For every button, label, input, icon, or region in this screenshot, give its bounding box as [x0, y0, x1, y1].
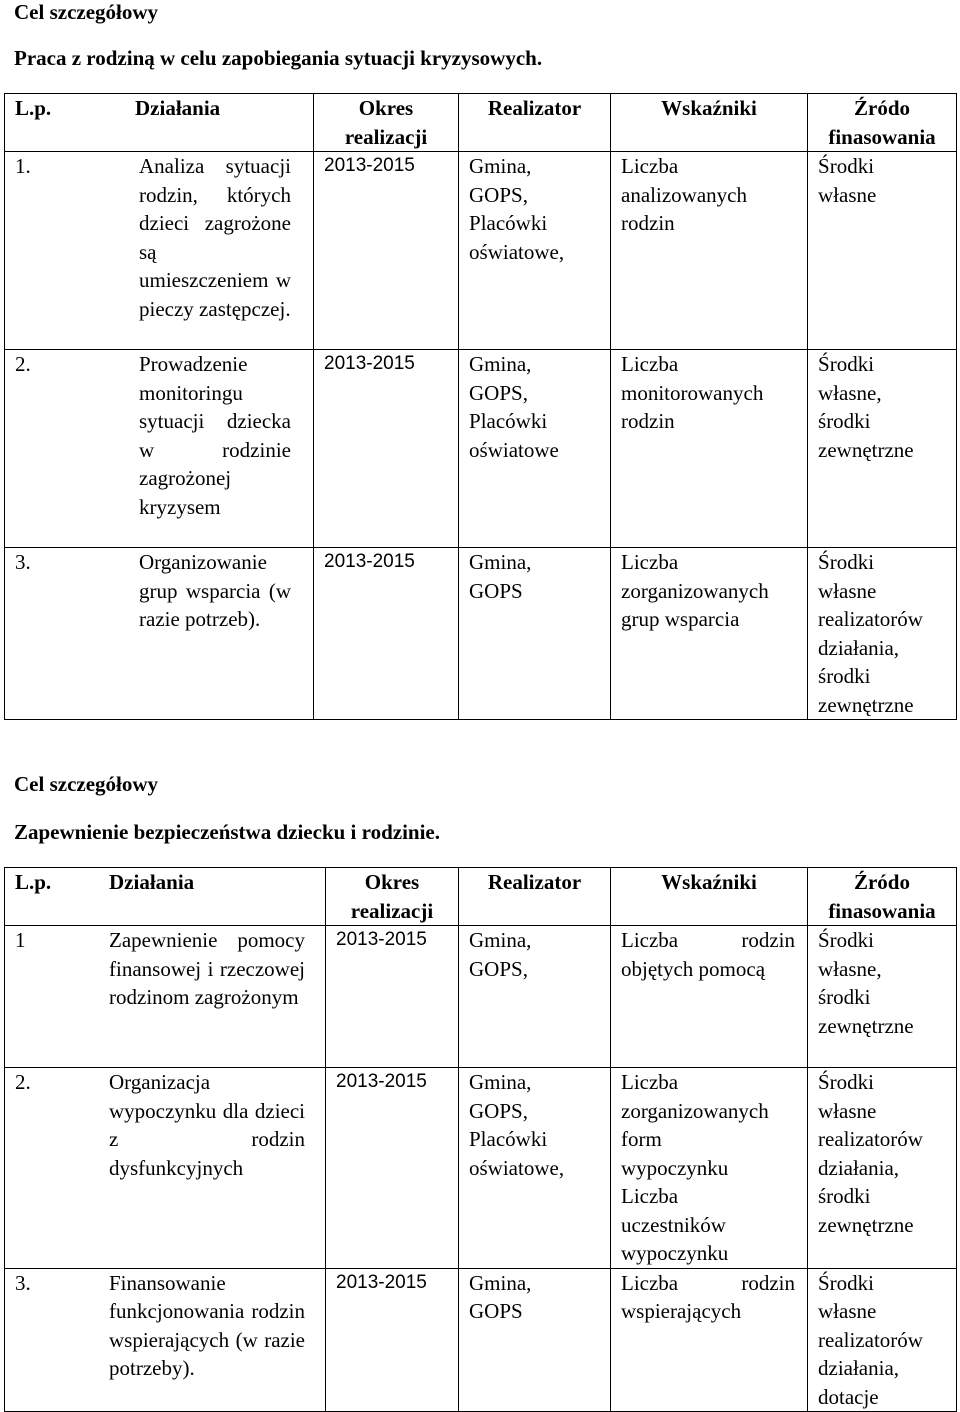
section1-heading: Cel szczegółowy: [14, 0, 159, 24]
action-text: Analiza sytuacji rodzin, których dzieci zagrożone są umieszczeniem w pieczy zastępczej.: [139, 154, 291, 321]
row-number: 2.: [15, 352, 31, 376]
header-realizer: Realizator: [459, 868, 611, 926]
header-lp: L.p.: [15, 96, 52, 120]
row-number: 1.: [15, 154, 31, 178]
section1-subheading: Praca z rodziną w celu zapobiegania sytuacji kryzysowych.: [14, 46, 543, 70]
header-period: Okres realizacji: [314, 94, 459, 152]
row-number: 3.: [15, 550, 31, 574]
section2-subheading: Zapewnienie bezpieczeństwa dziecku i rodzinie.: [14, 820, 440, 844]
header-funding: Źródo finasowania: [808, 868, 957, 926]
header-period: Okres realizacji: [326, 868, 459, 926]
action-cell: [5, 1268, 326, 1412]
table-row: [5, 926, 957, 1068]
header-lp-actions: [5, 94, 314, 152]
header-actions: Działania: [135, 96, 221, 120]
indicator-text: Liczba rodzin wspierających: [621, 1270, 795, 1323]
row-number: 1: [15, 928, 26, 952]
funding-cell: Środki własne realizatorów działania, środki zewnętrzne: [808, 1068, 957, 1269]
section2-heading: Cel szczegółowy: [14, 772, 159, 796]
period-cell: 2013-2015: [326, 1068, 459, 1269]
action-text: Organizacja wypoczynku dla dzieci z rodzin dysfunkcyjnych: [109, 1070, 305, 1180]
action-cell: [5, 548, 314, 720]
indicator-cell: Liczba zorganizowanych form wypoczynku Liczba uczestników wypoczynku: [611, 1068, 808, 1269]
realizer-cell: Gmina, GOPS: [459, 1268, 611, 1412]
row-number: 3.: [15, 1270, 31, 1295]
period-cell: 2013-2015: [326, 1268, 459, 1412]
header-realizer: Realizator: [459, 94, 611, 152]
table-row: [5, 152, 957, 350]
row-number: 2.: [15, 1070, 31, 1094]
header-indicators: Wskaźniki: [611, 94, 808, 152]
realizer-cell: Gmina, GOPS, Placówki oświatowe,: [459, 152, 611, 350]
realizer-cell: Gmina, GOPS,: [459, 926, 611, 1068]
action-cell: [5, 1068, 326, 1269]
indicator-cell: Liczba monitorowanych rodzin: [611, 350, 808, 548]
realizer-cell: Gmina, GOPS, Placówki oświatowe,: [459, 1068, 611, 1269]
funding-cell: Środki własne, środki zewnętrzne: [808, 350, 957, 548]
table-row: [5, 1068, 957, 1269]
indicator-cell: [611, 926, 808, 1068]
indicator-cell: [611, 1268, 808, 1412]
action-cell: [5, 152, 314, 350]
table-header-row: [5, 868, 957, 926]
period-cell: 2013-2015: [314, 152, 459, 350]
action-text: Zapewnienie pomocy finansowej i rzeczowej rodzinom zagrożonym: [109, 928, 305, 1009]
action-cell: [5, 350, 314, 548]
indicator-cell: Liczba analizowanych rodzin: [611, 152, 808, 350]
period-cell: 2013-2015: [314, 548, 459, 720]
table-header-row: [5, 94, 957, 152]
table-row: [5, 1268, 957, 1412]
table-row: [5, 350, 957, 548]
action-cell: [5, 926, 326, 1068]
action-text: Prowadzenie monitoringu sytuacji dziecka w rodzinie zagrożonej kryzysem: [139, 352, 291, 519]
header-funding: Źródo finasowania: [808, 94, 957, 152]
header-lp: L.p.: [15, 870, 52, 894]
action-text: Finansowanie funkcjonowania rodzin wspierających (w razie potrzeby).: [109, 1270, 305, 1380]
realizer-cell: Gmina, GOPS, Placówki oświatowe: [459, 350, 611, 548]
header-actions: Działania: [109, 870, 195, 894]
action-text: Organizowanie grup wsparcia (w razie potrzeb).: [139, 550, 291, 631]
section2-table: [4, 867, 957, 1412]
funding-cell: Środki własne, środki zewnętrzne: [808, 926, 957, 1068]
funding-cell: Środki własne realizatorów działania, dotacje: [808, 1268, 957, 1412]
funding-cell: Środki własne realizatorów działania, środki zewnętrzne: [808, 548, 957, 720]
realizer-cell: Gmina, GOPS: [459, 548, 611, 720]
header-indicators: Wskaźniki: [611, 868, 808, 926]
table-row: [5, 548, 957, 720]
funding-cell: Środki własne: [808, 152, 957, 350]
section1-table: [4, 93, 957, 720]
indicator-text: Liczba rodzin objętych pomocą: [621, 928, 795, 981]
period-cell: 2013-2015: [326, 926, 459, 1068]
period-cell: 2013-2015: [314, 350, 459, 548]
header-lp-actions: [5, 868, 326, 926]
indicator-cell: Liczba zorganizowanych grup wsparcia: [611, 548, 808, 720]
